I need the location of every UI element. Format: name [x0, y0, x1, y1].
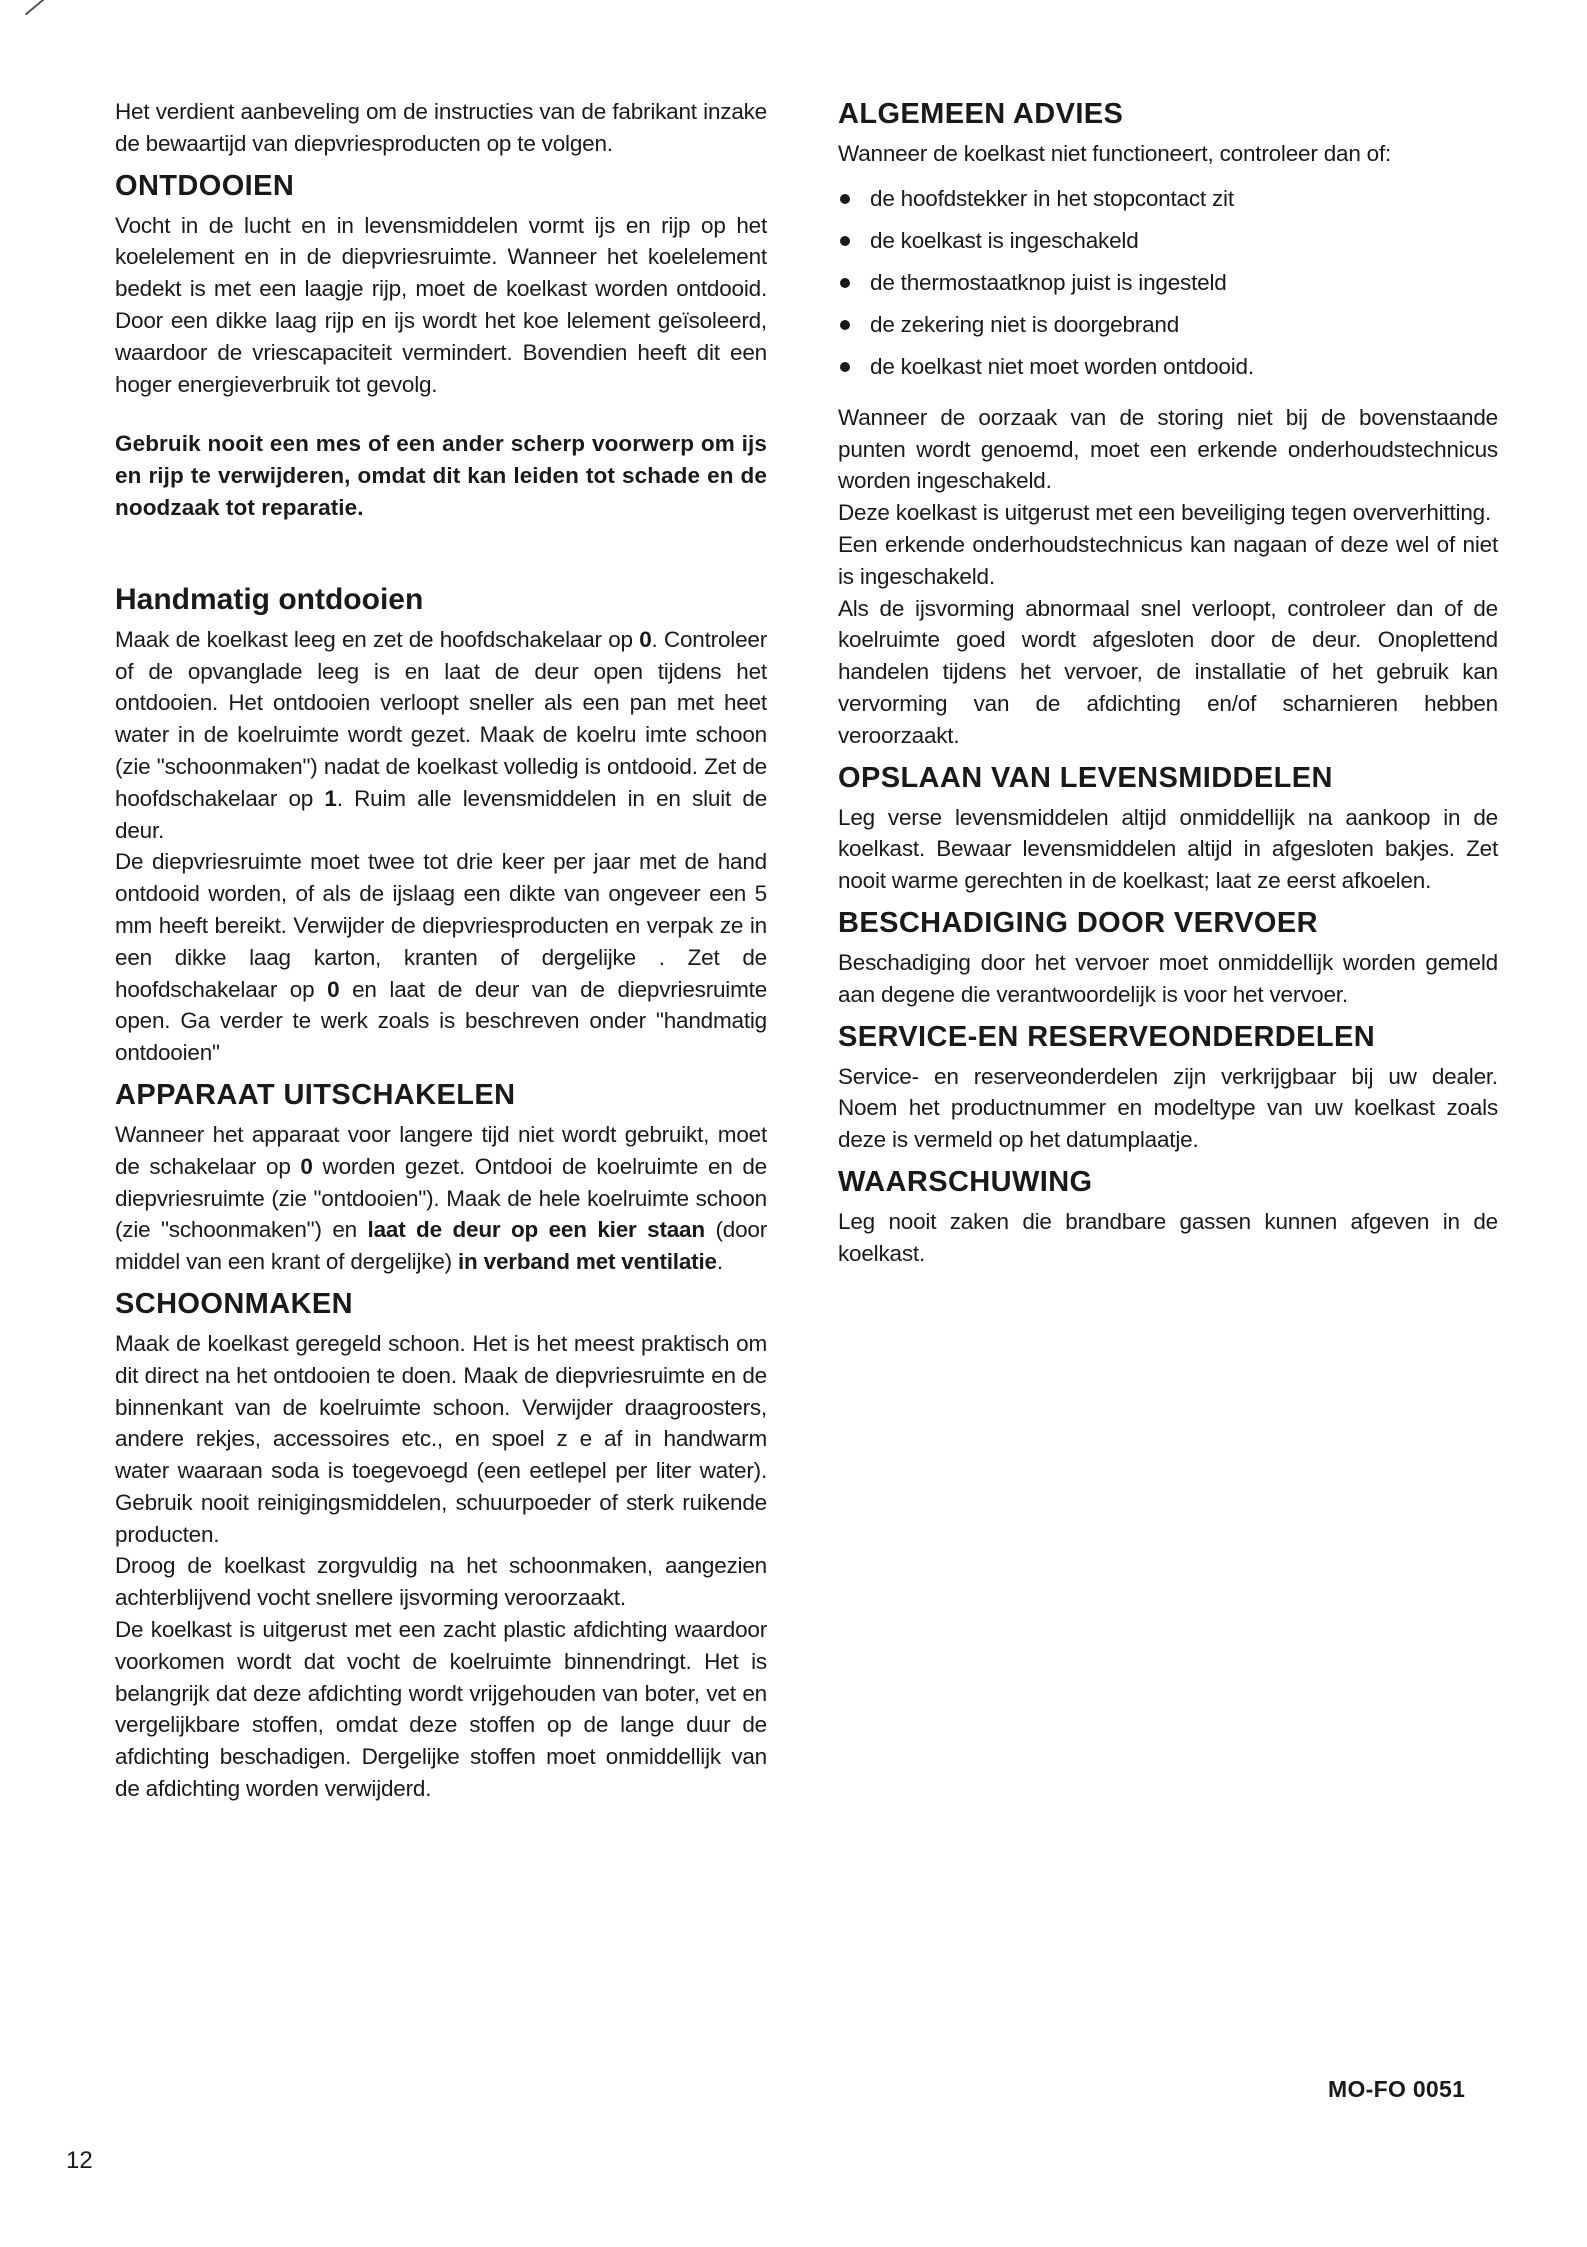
left-column [115, 96, 767, 1805]
text-span: . Ruim alle levensmiddelen in en sluit de deur. [115, 785, 768, 843]
schoonmaken-paragraph-3: De koelkast is uitgerust met een zacht plastic afdichting waardoor voorkomen wordt dat vocht de koelruimte binnendringt. Het is belangrijk dat deze afdichting wordt vrijgehouden van boter, vet en vergelijkbare stoffen, omdat deze stoffen op de lange duur de afdichting beschadigen. Dergelijke stoffen moet onmiddellijk van de afdichting worden verwijderd. [115, 1617, 767, 1802]
list-item [838, 304, 1498, 346]
bullet-icon [840, 362, 850, 372]
ontdooien-paragraph: Vocht in de lucht en in levensmiddelen vormt ijs en rijp op het koelelement en in de diepvriesruimte. Wanneer het koelelement bedekt is met een laagje rijp, moet de koelkast worden ontdooid. Door een dikke laag rijp en ijs wordt het koe lelement geïsoleerd, waardoor de vriescapaciteit vermindert. Bovendien heeft dit een hoger energieverbruik tot gevolg. [115, 212, 767, 397]
schoonmaken-paragraph-1: Maak de koelkast geregeld schoon. Het is het meest praktisch om dit direct na het ontdooien te doen. Maak de diepvriesruimte en de binnenkant van de koelruimte schoon. Verwijder draagroosters, andere rekjes, accessoires etc., en spoel z e af in handwarm water waaraan soda is toegevoegd (een eetlepel per liter water). Gebruik nooit reinigingsmiddelen, schuurpoeder of sterk ruikende producten. [115, 1330, 767, 1547]
text-span: en laat de deur van de diepvriesruimte open. Ga verder te werk zoals is beschreven onder "handmatig ontdooien" [115, 976, 768, 1066]
text-span: (door middel van een krant of dergelijke) [115, 1217, 767, 1275]
list-item-text: de zekering niet is doorgebrand [870, 311, 1180, 337]
bullet-icon [840, 236, 850, 246]
checklist [838, 178, 1498, 388]
list-item [838, 178, 1498, 220]
advies-paragraph-1: Wanneer de oorzaak van de storing niet bij de bovenstaande punten wordt genoemd, moet een erkende onderhoudstechnicus worden ingeschakeld. [838, 404, 1498, 494]
heading-waarschuwing: WAARSCHUWING [838, 1165, 1093, 1198]
text-span: Wanneer het apparaat voor langere tijd niet wordt gebruikt, moet de schakelaar op [115, 1121, 767, 1179]
text-span: De diepvriesruimte moet twee tot drie keer per jaar met de hand ontdooid worden, of als de ijslaag een dikte van ongeveer een 5 mm heeft bereikt. Verwijder de diepvriesproducten en verpak ze in een dikke laag karton, kranten of dergelijke . Zet de hoofdschakelaar op [115, 849, 767, 1002]
bold-phrase: in verband met ventilatie [458, 1249, 717, 1275]
beschadiging-paragraph: Beschadiging door het vervoer moet onmiddellijk worden gemeld aan degene die verantwoordelijk is voor het vervoer. [838, 949, 1498, 1007]
text-span: . Controleer of de opvanglade leeg is en laat de deur open tijdens het ontdooien. Het ontdooien verloopt sneller als een pan met heet water in de koelruimte wordt gezet. Maak de koelru imte schoon (zie "schoonmaken") nadat de koelkast volledig is ontdooid. Zet de hoofdschakelaar op [115, 626, 767, 811]
list-item [838, 262, 1498, 304]
opslaan-paragraph: Leg verse levensmiddelen altijd onmiddellijk na aankoop in de koelkast. Bewaar levensmiddelen altijd in afgesloten bakjes. Zet nooit warme gerechten in de koelkast; laat ze eerst afkoelen. [838, 804, 1498, 894]
bold-value: 0 [300, 1153, 313, 1179]
list-item-text: de hoofdstekker in het stopcontact zit [870, 185, 1234, 211]
list-item-text: de koelkast is ingeschakeld [870, 227, 1139, 253]
heading-apparaat-uitschakelen: APPARAAT UITSCHAKELEN [115, 1078, 516, 1111]
list-item-text: de thermostaatknop juist is ingesteld [870, 269, 1227, 295]
list-item [838, 220, 1498, 262]
handmatig-paragraph-1 [115, 624, 767, 847]
page-number: 12 [66, 2147, 93, 2174]
heading-service: SERVICE-EN RESERVEONDERDELEN [838, 1020, 1376, 1053]
bold-value: 0 [639, 626, 652, 652]
heading-opslaan: OPSLAAN VAN LEVENSMIDDELEN [838, 761, 1333, 794]
bold-value: 0 [327, 976, 340, 1002]
advies-paragraph-4: Als de ijsvorming abnormaal snel verloopt, controleer dan of de koelruimte goed wordt afgesloten door de deur. Onoplettend handelen tijdens het vervoer, de installatie of het gebruik kan vervorming van de afdichting en/of scharnieren hebben veroorzaakt. [838, 595, 1498, 748]
bullet-icon [840, 194, 850, 204]
intro-paragraph: Het verdient aanbeveling om de instructies van de fabrikant inzake de bewaartijd van diepvriesproducten op te volgen. [115, 99, 767, 156]
scan-mark [25, 0, 49, 15]
heading-schoonmaken: SCHOONMAKEN [115, 1287, 354, 1320]
list-item [838, 346, 1498, 388]
advies-intro: Wanneer de koelkast niet functioneert, controleer dan of: [838, 141, 1392, 166]
bullet-icon [840, 278, 850, 288]
document-code: MO-FO 0051 [1328, 2076, 1466, 2102]
handmatig-paragraph-2 [115, 846, 767, 1069]
advies-paragraph-2: Deze koelkast is uitgerust met een beveiliging tegen oververhitting. [838, 500, 1492, 526]
bullet-icon [840, 320, 850, 330]
schoonmaken-paragraph-2: Droog de koelkast zorgvuldig na het schoonmaken, aangezien achterblijvend vocht snellere ijsvorming veroorzaakt. [115, 1553, 767, 1611]
text-span: Maak de koelkast leeg en zet de hoofdschakelaar op [115, 626, 640, 652]
bold-value: 1 [324, 785, 337, 811]
advies-paragraph-3: Een erkende onderhoudstechnicus kan nagaan of deze wel of niet is ingeschakeld. [838, 531, 1498, 589]
heading-beschadiging: BESCHADIGING DOOR VERVOER [838, 906, 1318, 939]
service-paragraph: Service- en reserveonderdelen zijn verkrijgbaar bij uw dealer. Noem het productnummer en modeltype van uw koelkast zoals deze is vermeld op het datumplaatje. [838, 1063, 1498, 1153]
text-span: . [716, 1249, 723, 1275]
ontdooien-warning: Gebruik nooit een mes of een ander scherp voorwerp om ijs en rijp te verwijderen, omdat dit kan leiden tot schade en de noodzaak tot reparatie. [115, 431, 767, 520]
uitschakelen-paragraph [115, 1119, 767, 1278]
waarschuwing-paragraph: Leg nooit zaken die brandbare gassen kunnen afgeven in de koelkast. [838, 1208, 1498, 1266]
right-column [838, 96, 1498, 1270]
heading-algemeen-advies: ALGEMEEN ADVIES [838, 98, 1124, 130]
bold-phrase: laat de deur op een kier staan [367, 1217, 705, 1243]
heading-ontdooien: ONTDOOIEN [115, 169, 295, 202]
list-item-text: de koelkast niet moet worden ontdooid. [870, 353, 1254, 379]
text-span: worden gezet. Ontdooi de koelruimte en de diepvriesruimte (zie "ontdooien"). Maak de hele koelruimte schoon (zie "schoonmaken") en [115, 1153, 767, 1243]
heading-handmatig-ontdooien: Handmatig ontdooien [115, 582, 424, 616]
